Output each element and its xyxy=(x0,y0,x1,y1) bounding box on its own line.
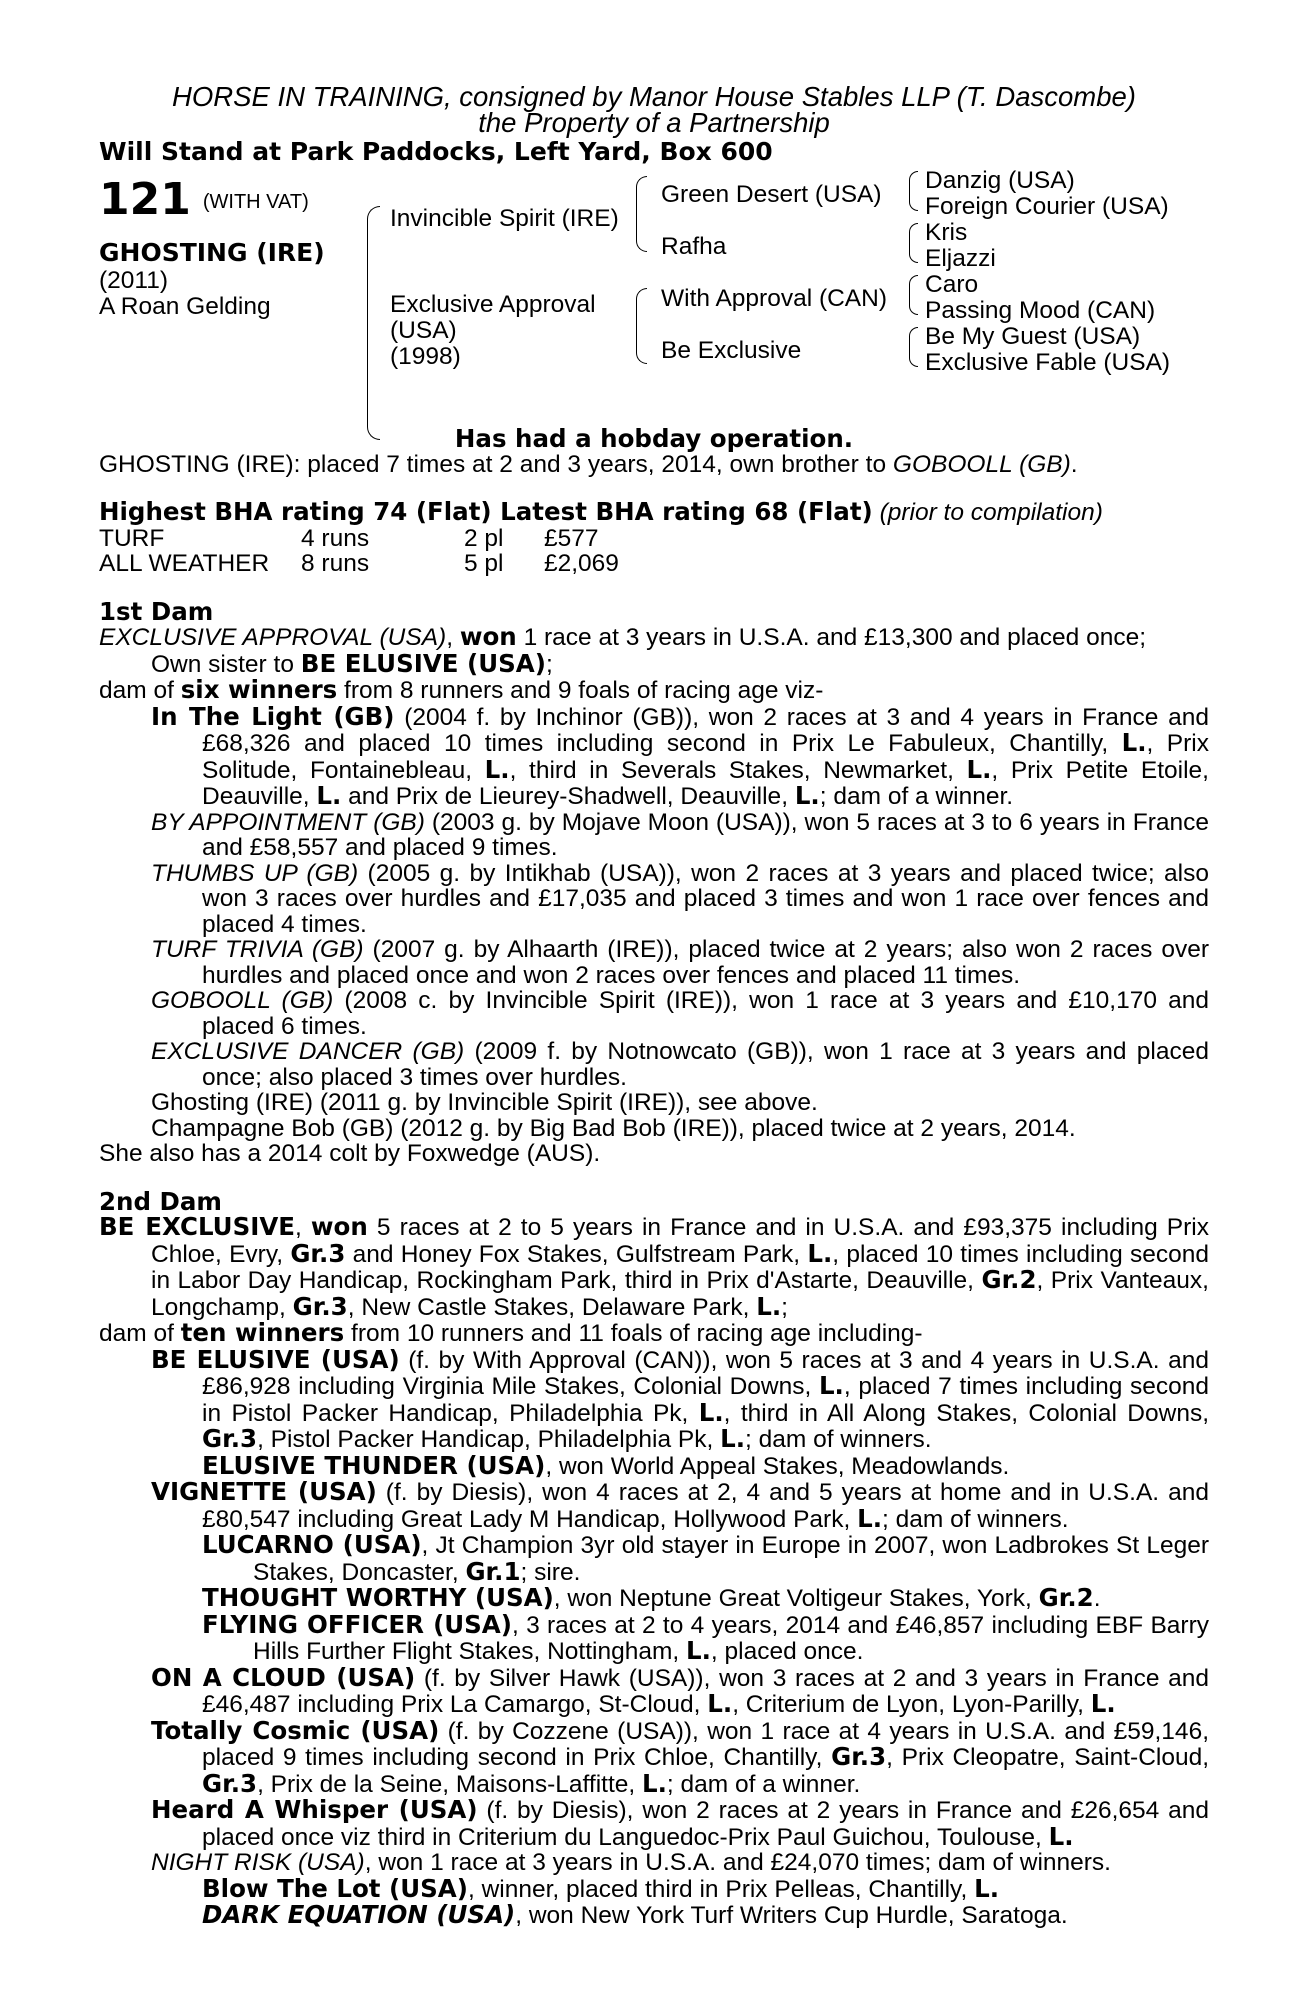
consignor-line: HORSE IN TRAINING, consigned by Manor House Stables LLP (T. Dascombe) xyxy=(172,81,1136,112)
grandsire-5: Caro xyxy=(925,271,979,298)
produce-entry: Heard A Whisper (USA) (f. by Diesis), won 2 races at 2 years in France and £26,654 and placed once viz third in Criterium du Languedoc-Prix Paul Guichou, Toulouse, L. xyxy=(151,1795,1209,1851)
grandsire-2: Foreign Courier (USA) xyxy=(925,193,1169,220)
produce-entry: EXCLUSIVE DANCER (GB) (2009 f. by Notnowcato (GB)), won 1 race at 3 years and placed once; also placed 3 times over hurdles. xyxy=(151,1038,1210,1091)
produce-subentry: LUCARNO (USA), Jt Champion 3yr old stayer in Europe in 2007, won Ladbrokes St Leger Stakes, Doncaster, Gr.1; sire. xyxy=(202,1530,1210,1586)
produce-entry: BE ELUSIVE (USA) (f. by With Approval (CAN)), won 5 races at 3 and 4 years in U.S.A. and £86,928 including Virginia Mile Stakes, Colonial Downs, L., placed 7 times including second in Pistol Packer Handicap, Philadelphia Pk, L., third in All Along Stakes, Colonial Downs, Gr.3, Pistol Packer Handicap, Philadelphia Pk, L.; dam of winners. xyxy=(151,1344,1210,1453)
produce-subentry: Blow The Lot (USA), winner, placed third in Prix Pelleas, Chantilly, L. xyxy=(202,1873,999,1903)
table-row: ALL WEATHER 8 runs 5 pl £2,069 xyxy=(99,550,619,577)
produce-entry: NIGHT RISK (USA), won 1 race at 3 years in U.S.A. and £24,070 times; dam of winners. xyxy=(151,1849,1111,1876)
sire-brace xyxy=(636,176,647,252)
produce-entry: In The Light (GB) (2004 f. by Inchinor (GB)), won 2 races at 3 and 4 years in France and £68,326 and placed 10 times including second in Prix Le Fabuleux, Chantilly, L., Prix Solitude, Fontainebleau, L., third in Severals Stakes, Newmarket, L., Prix Petite Etoile, Deauville, L. and Prix de Lieurey-Shadwell, Deauville, L.; dam of a winner. xyxy=(151,701,1210,810)
vat-note: (WITH VAT) xyxy=(202,191,309,213)
grandsire-8: Exclusive Fable (USA) xyxy=(925,349,1171,376)
produce-entry: THUMBS UP (GB) (2005 g. by Intikhab (USA)), won 2 races at 3 years and placed twice; also won 3 races over hurdles and £17,035 and placed 3 times and won 1 race over fences and placed 4 times. xyxy=(151,859,1209,938)
horse-name: GHOSTING (IRE) xyxy=(99,238,325,267)
produce-entry: BY APPOINTMENT (GB) (2003 g. by Mojave Moon (USA)), won 5 races at 3 to 6 years in France and £58,557 and placed 9 times. xyxy=(151,808,1209,861)
produce-subentry: THOUGHT WORTHY (USA), won Neptune Great Voltigeur Stakes, York, Gr.2. xyxy=(202,1583,1101,1612)
dam-dam: Be Exclusive xyxy=(661,337,802,364)
bha-ratings: Highest BHA rating 74 (Flat) Latest BHA rating 68 (Flat) (prior to compilation) xyxy=(99,497,1103,526)
table-row: TURF 4 runs 2 pl £577 xyxy=(99,524,599,552)
grandsire-6: Passing Mood (CAN) xyxy=(925,297,1156,324)
produce-entry: Totally Cosmic (USA) (f. by Cozzene (USA)), won 1 race at 4 years in U.S.A. and £59,146, placed 9 times including second in Prix Chloe, Chantilly, Gr.3, Prix Cleopatre, Saint-Cloud, Gr.3, Prix de la Seine, Maisons-Laffitte, L.; dam of a winner. xyxy=(151,1715,1210,1798)
gs-brace-3 xyxy=(909,275,918,315)
race-record-table xyxy=(99,526,619,577)
first-dam-heading: 1st Dam xyxy=(99,596,214,626)
second-dam-produce-intro: dam of ten winners from 10 runners and 11 foals of racing age including- xyxy=(99,1318,923,1347)
horse-description: A Roan Gelding xyxy=(99,293,271,320)
sire-dam: Rafha xyxy=(661,233,727,260)
gs-brace-1 xyxy=(909,171,918,211)
lot-number: 121 (WITH VAT) xyxy=(99,174,309,225)
produce-entry: GOBOOLL (GB) (2008 c. by Invincible Spirit (IRE)), won 1 race at 3 years and £10,170 and placed 6 times. xyxy=(151,987,1209,1040)
grandsire-4: Eljazzi xyxy=(925,245,996,272)
dam-line-1: Exclusive Approval xyxy=(390,291,596,318)
hobday-note: Has had a hobday operation. xyxy=(454,424,854,453)
produce-entry: VIGNETTE (USA) (f. by Diesis), won 4 races at 2, 4 and 5 years at home and in U.S.A. and £80,547 including Great Lady M Handicap, Hollywood Park, L.; dam of winners. xyxy=(151,1477,1209,1533)
produce-subentry: ELUSIVE THUNDER (USA), won World Appeal Stakes, Meadowlands. xyxy=(202,1450,1010,1480)
second-dam-record: BE EXCLUSIVE, won 5 races at 2 to 5 years in France and in U.S.A. and £93,375 including Prix Chloe, Evry, Gr.3 and Honey Fox Stakes, Gulfstream Park, L., placed 10 times including second in Labor Day Handicap, Rockingham Park, third in Prix d'Astarte, Deauville, Gr.2, Prix Vanteaux, Longchamp, Gr.3, New Castle Stakes, Delaware Park, L.; xyxy=(99,1212,1209,1321)
produce-entry: Champagne Bob (GB) (2012 g. by Big Bad Bob (IRE)), placed twice at 2 years, 2014. xyxy=(151,1114,1076,1142)
property-line: the Property of a Partnership xyxy=(478,107,830,138)
produce-subentry: FLYING OFFICER (USA), 3 races at 2 to 4 years, 2014 and £46,857 including EBF Barry Hills Further Flight Stakes, Nottingham, L., placed once. xyxy=(202,1609,1209,1665)
dam-line-2: (USA) xyxy=(390,317,457,344)
gs-brace-4 xyxy=(909,327,918,367)
foaling-year: (2011) xyxy=(99,267,169,294)
first-dam-produce-intro: dam of six winners from 8 runners and 9 foals of racing age viz- xyxy=(99,675,824,704)
pedigree-brace-main xyxy=(367,206,380,440)
own-sister-line: Own sister to BE ELUSIVE (USA); xyxy=(151,648,553,678)
dam-sire: With Approval (CAN) xyxy=(661,285,888,312)
produce-subentry: DARK EQUATION (USA), won New York Turf Writers Cup Hurdle, Saratoga. xyxy=(202,1900,1068,1929)
grandsire-3: Kris xyxy=(925,219,968,246)
produce-note: She also has a 2014 colt by Foxwedge (AUS). xyxy=(99,1140,601,1167)
grandsire-1: Danzig (USA) xyxy=(925,167,1075,194)
produce-entry: ON A CLOUD (USA) (f. by Silver Hawk (USA)), won 3 races at 2 and 3 years in France and £46,487 including Prix La Camargo, St-Cloud, L., Criterium de Lyon, Lyon-Parilly, L. xyxy=(151,1662,1209,1718)
dam-brace xyxy=(636,288,647,364)
grandsire-7: Be My Guest (USA) xyxy=(925,323,1141,350)
pedigree-block xyxy=(99,168,1209,423)
catalogue-page xyxy=(99,82,1209,1929)
produce-entry: TURF TRIVIA (GB) (2007 g. by Alhaarth (IRE)), placed twice at 2 years; also won 2 races over hurdles and placed once and won 2 races over fences and placed 11 times. xyxy=(151,936,1209,989)
second-dam-heading: 2nd Dam xyxy=(99,1186,222,1216)
sire-sire: Green Desert (USA) xyxy=(661,181,882,208)
horse-summary: GHOSTING (IRE): placed 7 times at 2 and 3 years, 2014, own brother to GOBOOLL (GB). xyxy=(99,450,1078,478)
sire: Invincible Spirit (IRE) xyxy=(390,205,619,232)
gs-brace-2 xyxy=(909,223,918,263)
stand-location: Will Stand at Park Paddocks, Left Yard, Box 600 xyxy=(99,137,773,166)
dam-line-3: (1998) xyxy=(390,343,461,370)
first-dam-record: EXCLUSIVE APPROVAL (USA), won 1 race at 3 years in U.S.A. and £13,300 and placed once; xyxy=(99,622,1147,651)
produce-entry: Ghosting (IRE) (2011 g. by Invincible Spirit (IRE)), see above. xyxy=(151,1089,818,1116)
